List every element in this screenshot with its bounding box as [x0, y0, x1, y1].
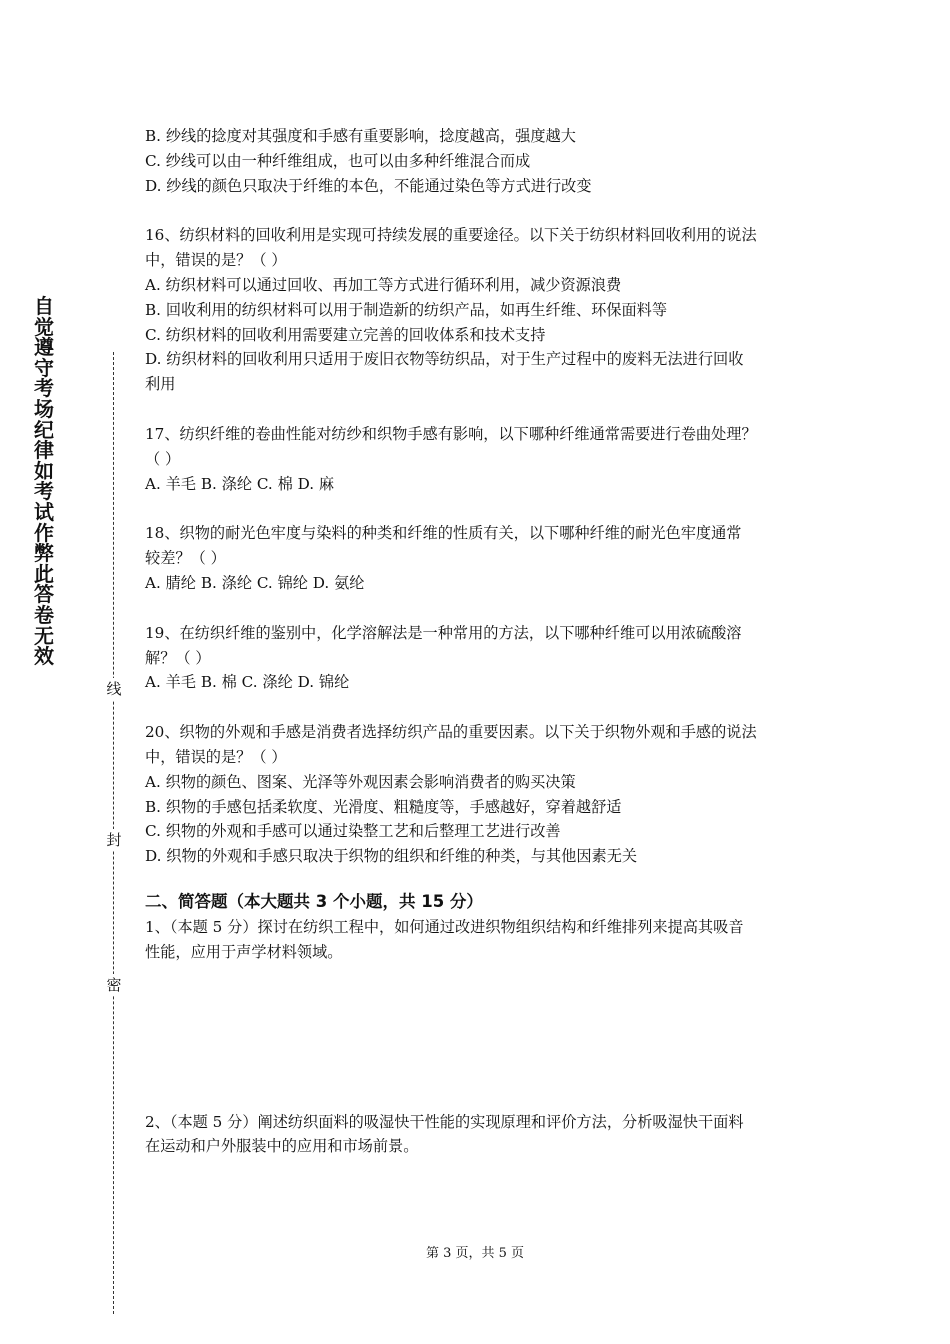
question-16: [145, 223, 813, 397]
seal-label-seal: 封: [106, 831, 122, 849]
q16-option-c: C. 纺织材料的回收利用需要建立完善的回收体系和技术支持: [145, 325, 546, 344]
q16-stem-line-2: 中，错误的是？（ ）: [145, 251, 287, 270]
q16-option-a: A. 纺织材料可以通过回收、再加工等方式进行循环利用，减少资源浪费: [145, 275, 622, 294]
q15-option-c: C. 纱线可以由一种纤维组成，也可以由多种纤维混合而成: [145, 151, 531, 170]
q17-options: A. 羊毛 B. 涤纶 C. 棉 D. 麻: [145, 474, 335, 493]
q20-stem-line-2: 中，错误的是？（ ）: [145, 747, 287, 766]
q15-option-d: D. 纱线的颜色只取决于纤维的本色，不能通过染色等方式进行改变: [145, 176, 592, 195]
q17-stem-line-1: 17、纺织纤维的卷曲性能对纺纱和织物手感有影响，以下哪种纤维通常需要进行卷曲处理？: [145, 424, 757, 443]
q19-stem-line-1: 19、在纺织纤维的鉴别中，化学溶解法是一种常用的方法，以下哪种纤维可以用浓硫酸溶: [145, 623, 742, 642]
question-18: [145, 521, 813, 595]
q16-stem-line-1: 16、纺织材料的回收利用是实现可持续发展的重要途径。以下关于纺织材料回收利用的说法: [145, 226, 757, 245]
sa1-line-2: 性能，应用于声学材料领域。: [145, 942, 343, 961]
q16-option-d-continued: 利用: [145, 375, 176, 394]
q20-option-a: A. 织物的颜色、图案、光泽等外观因素会影响消费者的购买决策: [145, 772, 576, 791]
q20-stem-line-1: 20、织物的外观和手感是消费者选择纺织产品的重要因素。以下关于织物外观和手感的说法: [145, 723, 757, 742]
question-20: [145, 720, 813, 869]
page-number-footer: 第 3 页，共 5 页: [425, 1246, 525, 1261]
short-answer-1: [145, 915, 813, 965]
exam-content: [145, 124, 813, 1159]
short-answer-2: [145, 1110, 813, 1160]
q20-option-b: B. 织物的手感包括柔软度、光滑度、粗糙度等，手感越好，穿着越舒适: [145, 797, 622, 816]
seal-label-line: 线: [106, 680, 122, 698]
section-2-heading: 二、简答题（本大题共 3 个小题，共 15 分）: [145, 891, 483, 911]
q20-option-c: C. 织物的外观和手感可以通过染整工艺和后整理工艺进行改善: [145, 822, 561, 841]
sa1-line-1: 1、（本题 5 分）探讨在纺织工程中，如何通过改进织物组织结构和纤维排列来提高其吸音: [145, 917, 744, 936]
q20-option-d: D. 织物的外观和手感只取决于织物的组织和纤维的种类，与其他因素无关: [145, 847, 638, 866]
sa2-line-1: 2、（本题 5 分）阐述纺织面料的吸湿快干性能的实现原理和评价方法，分析吸湿快干面料: [145, 1112, 744, 1131]
q18-stem-line-2: 较差？（ ）: [145, 549, 226, 568]
q17-stem-line-2: （ ）: [145, 449, 181, 468]
question-15-continued: [145, 124, 813, 198]
q18-options: A. 腈纶 B. 涤纶 C. 锦纶 D. 氨纶: [145, 573, 365, 592]
question-19: [145, 621, 813, 695]
q19-stem-line-2: 解？（ ）: [145, 648, 211, 667]
q15-option-b: B. 纱线的捻度对其强度和手感有重要影响，捻度越高，强度越大: [145, 127, 576, 145]
answer-area-1[interactable]: [145, 965, 813, 1110]
q18-stem-line-1: 18、织物的耐光色牢度与染料的种类和纤维的性质有关，以下哪种纤维的耐光色牢度通常: [145, 524, 742, 543]
seal-label-secret: 密: [106, 976, 122, 994]
sa2-line-2: 在运动和户外服装中的应用和市场前景。: [145, 1137, 419, 1156]
q19-options: A. 羊毛 B. 棉 C. 涤纶 D. 锦纶: [145, 673, 350, 692]
q16-option-d: D. 纺织材料的回收利用只适用于废旧衣物等纺织品，对于生产过程中的废料无法进行回收: [145, 350, 744, 369]
question-17: [145, 422, 813, 496]
q16-option-b: B. 回收利用的纺织材料可以用于制造新的纺织产品，如再生纤维、环保面料等: [145, 300, 668, 319]
exam-discipline-notice: 自觉遵守考场纪律如考试作弊此答卷无效: [34, 294, 54, 669]
